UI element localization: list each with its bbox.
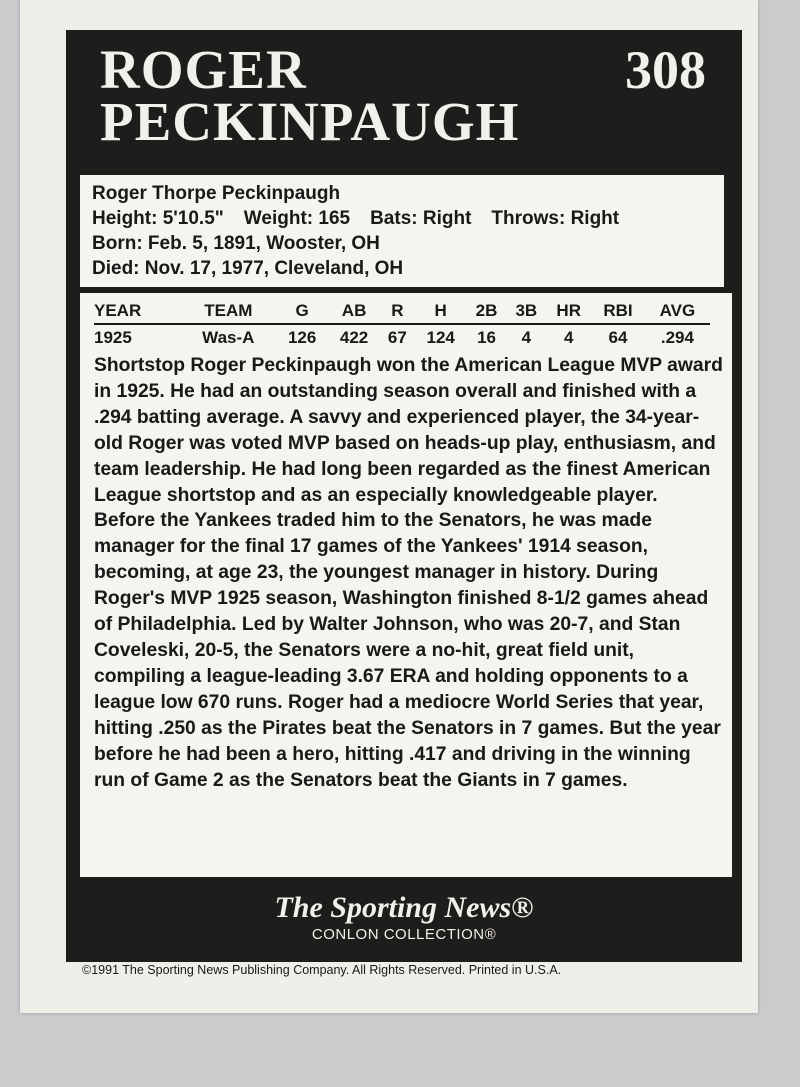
physical-row	[92, 206, 712, 231]
conlon-collection-label: CONLON COLLECTION®	[311, 926, 497, 943]
cell-rbi: 64	[608, 328, 628, 347]
stats-table	[94, 299, 710, 351]
sporting-news-logo: The Sporting News®	[274, 891, 534, 924]
card-number: 308	[625, 40, 706, 100]
born: Born: Feb. 5, 1891, Wooster, OH	[92, 233, 380, 254]
header-team: TEAM	[180, 299, 276, 324]
cell-ab: 422	[339, 328, 369, 347]
header-year: YEAR	[94, 299, 180, 324]
stats-row-1925	[94, 324, 710, 351]
full-name: Roger Thorpe Peckinpaugh	[92, 183, 341, 204]
cell-2b: 16	[477, 328, 496, 347]
cell-hr: 4	[563, 328, 574, 347]
header-avg: AVG	[645, 299, 710, 324]
career-story: Shortstop Roger Peckinpaugh won the American League MVP award in 1925. He had an outstanding season overall and finished with a .294 batting average. A savvy and experienced player, the 34-year-old Roger was voted MVP based on heads-up play, enthusiasm, and team leadership. He had long been regarded as the finest American League shortstop and as an especially knowledgeable player. Before the Yankees traded him to the Senators, he was made manager for the final 17 games of the Yankees' 1914 season, becoming, at age 23, the youngest manager in history. During Roger's MVP 1925 season, Washington finished 8-1/2 games ahead of Philadelphia. Led by Walter Johnson, who was 20-7, and Stan Coveleski, 20-5, the Senators were a no-hit, great field unit, compiling a league-leading 3.67 ERA and holding opponents to a league low 670 runs. Roger had a mediocre World Series that year, hitting .250 as the Pirates beat the Senators in 7 games. But the year before he had been a hero, hitting .417 and driving in the winning run of Game 2 as the Senators beat the Giants in 7 games.	[94, 355, 723, 791]
header-3b: 3B	[506, 299, 546, 324]
header-h: H	[415, 299, 467, 324]
cell-h: 124	[426, 328, 455, 347]
footer-logo	[66, 890, 742, 944]
stats-and-story-box	[80, 293, 732, 877]
copyright-line: ©1991 The Sporting News Publishing Company. All Rights Reserved. Printed in U.S.A.	[82, 963, 562, 977]
bats: Bats: Right	[370, 208, 472, 229]
player-last-name: PECKINPAUGH	[100, 91, 520, 152]
player-name	[100, 39, 520, 152]
died: Died: Nov. 17, 1977, Cleveland, OH	[92, 258, 404, 279]
header-ab: AB	[328, 299, 380, 324]
cell-3b: 4	[521, 328, 532, 347]
cell-g: 126	[287, 328, 317, 347]
bio-box	[80, 175, 724, 287]
player-first-name: ROGER	[100, 39, 307, 100]
header-2b: 2B	[467, 299, 507, 324]
throws: Throws: Right	[491, 208, 620, 229]
stats-header-row	[94, 299, 710, 324]
height: Height: 5'10.5"	[92, 208, 224, 229]
cell-r: 67	[387, 328, 407, 347]
header-hr: HR	[546, 299, 591, 324]
header-g: G	[276, 299, 328, 324]
card-panel	[66, 30, 742, 962]
header-rbi: RBI	[591, 299, 645, 324]
cell-year: 1925	[94, 328, 132, 347]
weight: Weight: 165	[243, 208, 351, 229]
cell-avg: .294	[660, 328, 694, 347]
header-r: R	[380, 299, 415, 324]
trading-card-back	[20, 0, 758, 1013]
cell-team: Was-A	[202, 328, 255, 347]
